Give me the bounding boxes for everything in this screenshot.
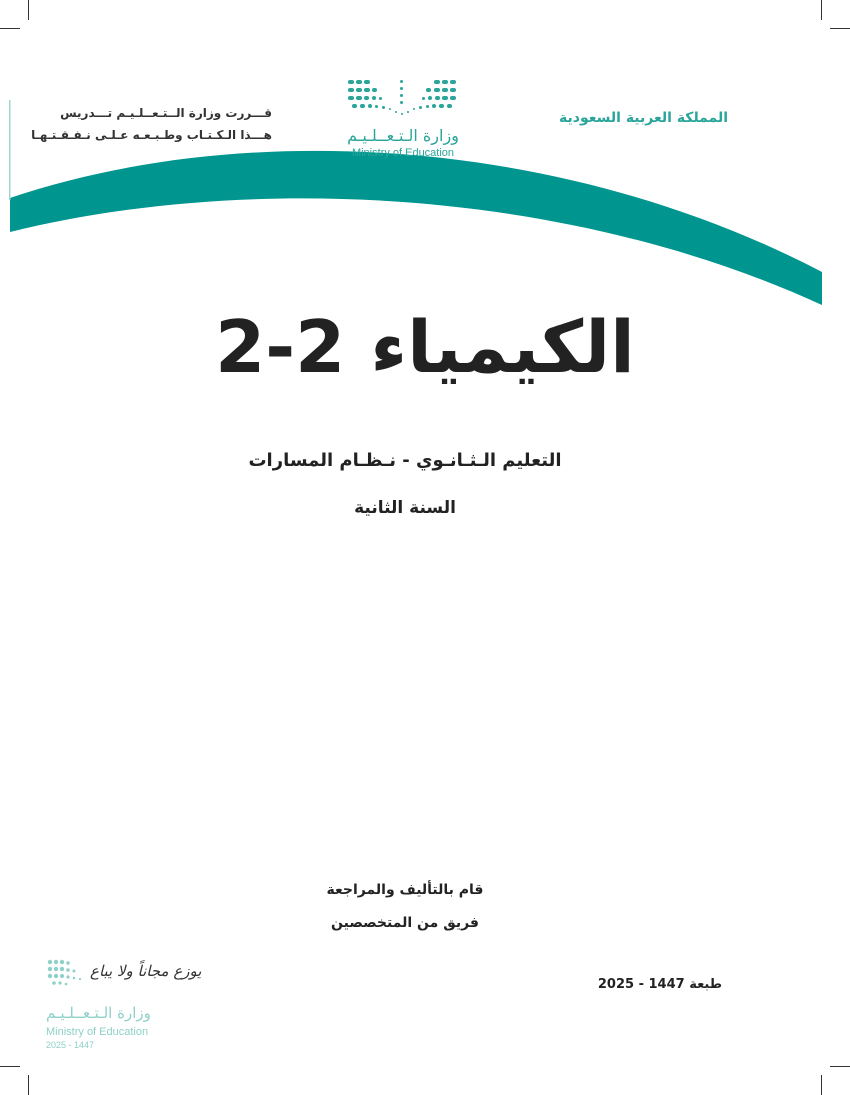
footer-ministry-en: Ministry of Education [46,1026,149,1038]
teal-swoosh-band [0,0,850,320]
book-subtitle: التعليم الـثـانـوي - نـظـام المسارات [248,450,562,471]
footer-dots-logo-icon [46,958,86,988]
credits-line-1: قام بالتأليف والمراجعة [326,882,484,898]
crop-mark-bottom-left-v [28,1075,29,1095]
approval-line-2: هـــذا الـكـتـاب وطـبـعـه عـلـى نـفـقـتـهـا [31,128,272,142]
crop-mark-bottom-right-v [821,1075,822,1095]
book-title: الكيمياء 2-2 [215,305,635,389]
approval-notice [31,102,272,146]
ministry-name-en: Ministry of Education [351,147,455,159]
footer-ministry-ar: وزارة الـتـعــلـيـم [46,1004,151,1022]
crop-mark-bottom-right-h [830,1066,850,1067]
ministry-logo [342,78,464,159]
crop-mark-bottom-left-h [0,1066,20,1067]
footer-years: 2025 - 1447 [46,1040,95,1050]
moe-dots-logo-icon [342,78,464,120]
kingdom-name: المملكة العربية السعودية [559,110,728,126]
credits-line-2: فريق من المتخصصين [331,915,479,931]
footer-slogan: يوزع مجاناً ولا يباع [90,962,202,980]
edition-info: طبعة 1447 - 2025 [597,977,722,992]
book-year: السنة الثانية [354,498,456,518]
approval-line-1: قـــررت وزارة الــتـعــلـيـم تـــدريس [60,106,272,120]
ministry-name-ar: وزارة الـتـعــلـيـم [347,126,459,145]
